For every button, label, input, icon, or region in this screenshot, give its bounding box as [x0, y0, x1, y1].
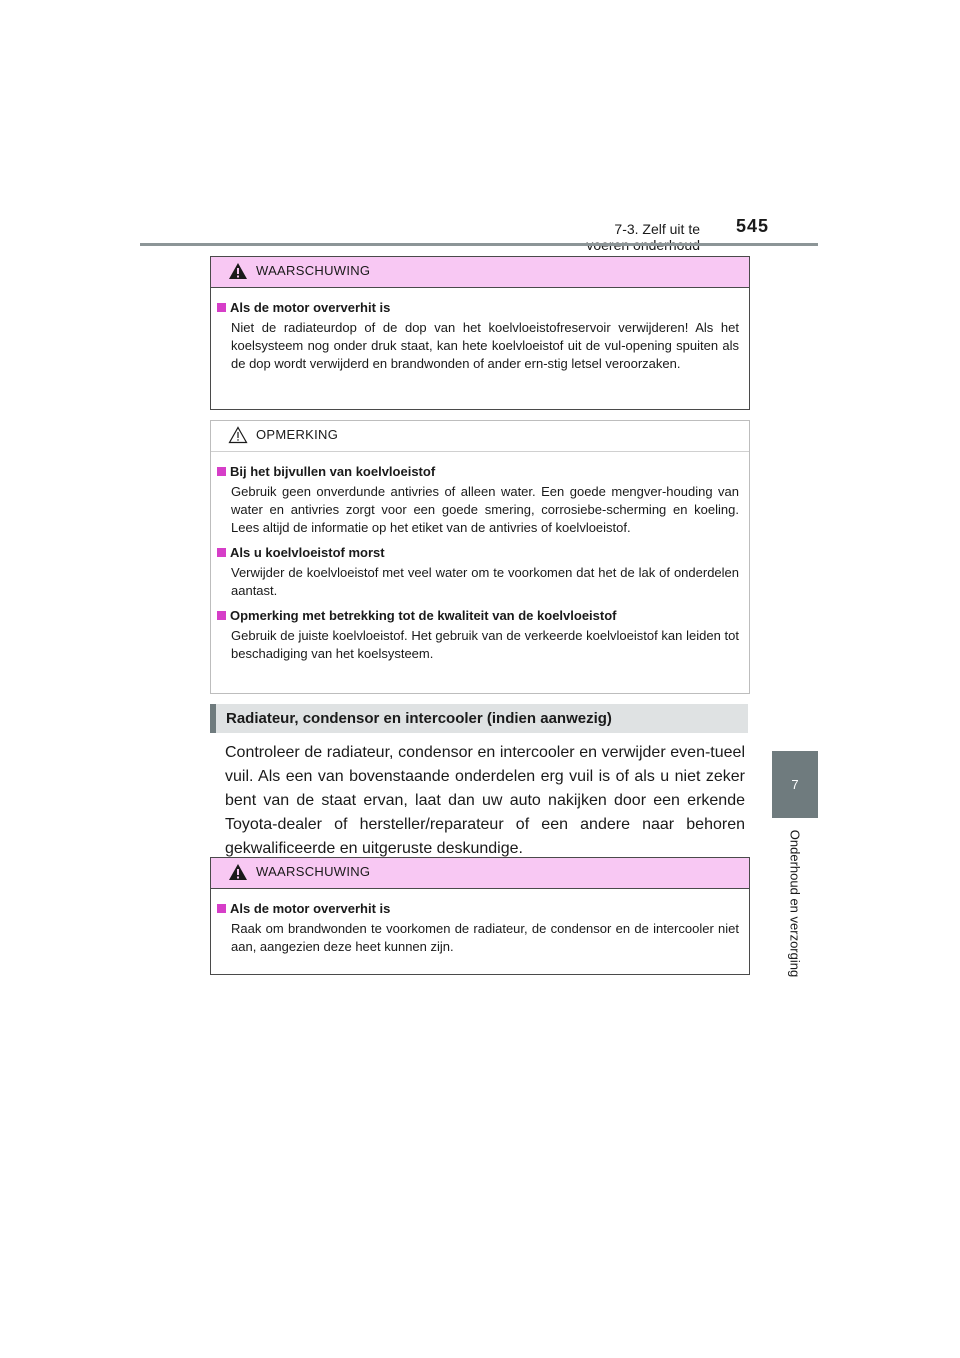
item-text: Gebruik geen onverdunde antivries of alleen water. Een goede mengver-houding van water en antivries zorgt voor een goede smering, corrosiebe-scherming en koeling. Lees altijd de informatie op het etiket van de antivries of koelvloeistof. — [231, 484, 739, 535]
chapter-label-text: Onderhoud en verzorging — [787, 829, 803, 978]
warning-item — [217, 300, 739, 373]
item-heading-text: Bij het bijvullen van koelvloeistof — [230, 464, 436, 479]
warning-triangle-icon — [228, 262, 248, 280]
warning-box-header — [211, 858, 749, 889]
notice-item — [217, 464, 739, 537]
item-text: Gebruik de juiste koelvloeistof. Het gebruik van de verkeerde koelvloeistof kan leiden tot beschadiging van het koelsysteem. — [231, 628, 739, 661]
page-number: 545 — [736, 216, 770, 236]
warning-box-2 — [210, 857, 750, 975]
warning-title: WAARSCHUWING — [256, 263, 371, 278]
header-section-title: 7-3. Zelf uit te — [614, 221, 700, 237]
section-body: Controleer de radiateur, condensor en intercooler en verwijder even-tueel vuil. Als een van bovenstaande onderdelen erg vuil is of als u niet zeker bent van de staat ervan, laat dan uw auto nakijken door een erkende Toyota-dealer of hersteller/reparateur of een andere naar behoren gekwalificeerde en uitgeruste deskundige. — [225, 744, 745, 857]
chapter-tab: 7 — [772, 751, 818, 818]
item-text: Raak om brandwonden te voorkomen de radiateur, de condensor en de intercooler niet aan, aangezien deze heet kunnen zijn. — [231, 921, 739, 954]
notice-box — [210, 420, 750, 694]
warning-title: WAARSCHUWING — [256, 864, 371, 879]
section-heading-text: Radiateur, condensor en intercooler (indien aanwezig) — [226, 710, 612, 727]
item-heading — [217, 545, 739, 560]
warning-item — [217, 901, 739, 956]
bullet-square-icon — [217, 904, 226, 913]
header-rule — [140, 243, 818, 246]
section-heading — [210, 704, 748, 733]
bullet-square-icon — [217, 548, 226, 557]
item-heading-text: Als u koelvloeistof morst — [230, 545, 385, 560]
warning-triangle-icon — [228, 863, 248, 881]
item-text: Verwijder de koelvloeistof met veel water om te voorkomen dat het de lak of onderdelen aantast. — [231, 565, 739, 598]
chapter-label — [772, 818, 818, 988]
bullet-square-icon — [217, 303, 226, 312]
notice-item — [217, 545, 739, 600]
caution-outline-icon — [228, 426, 248, 444]
notice-box-header — [211, 421, 749, 452]
item-heading-text: Als de motor oververhit is — [230, 901, 391, 916]
item-heading-text: Als de motor oververhit is — [230, 300, 391, 315]
bullet-square-icon — [217, 611, 226, 620]
notice-title: OPMERKING — [256, 427, 339, 442]
item-text: Niet de radiateurdop of de dop van het koelvloeistofreservoir verwijderen! Als het koelsysteem nog onder druk staat, kan hete koelvloeistof uit de vul-opening spuiten als de dop wordt verwijderd en brandwonden of ander ern-stig letsel veroorzaken. — [231, 320, 739, 371]
bullet-square-icon — [217, 467, 226, 476]
notice-item — [217, 608, 739, 663]
item-heading — [217, 901, 739, 916]
item-heading — [217, 464, 739, 479]
item-heading — [217, 300, 739, 315]
item-heading-text: Opmerking met betrekking tot de kwaliteit van de koelvloeistof — [230, 608, 617, 623]
item-heading — [217, 608, 739, 623]
warning-box-header — [211, 257, 749, 288]
warning-box-1 — [210, 256, 750, 410]
